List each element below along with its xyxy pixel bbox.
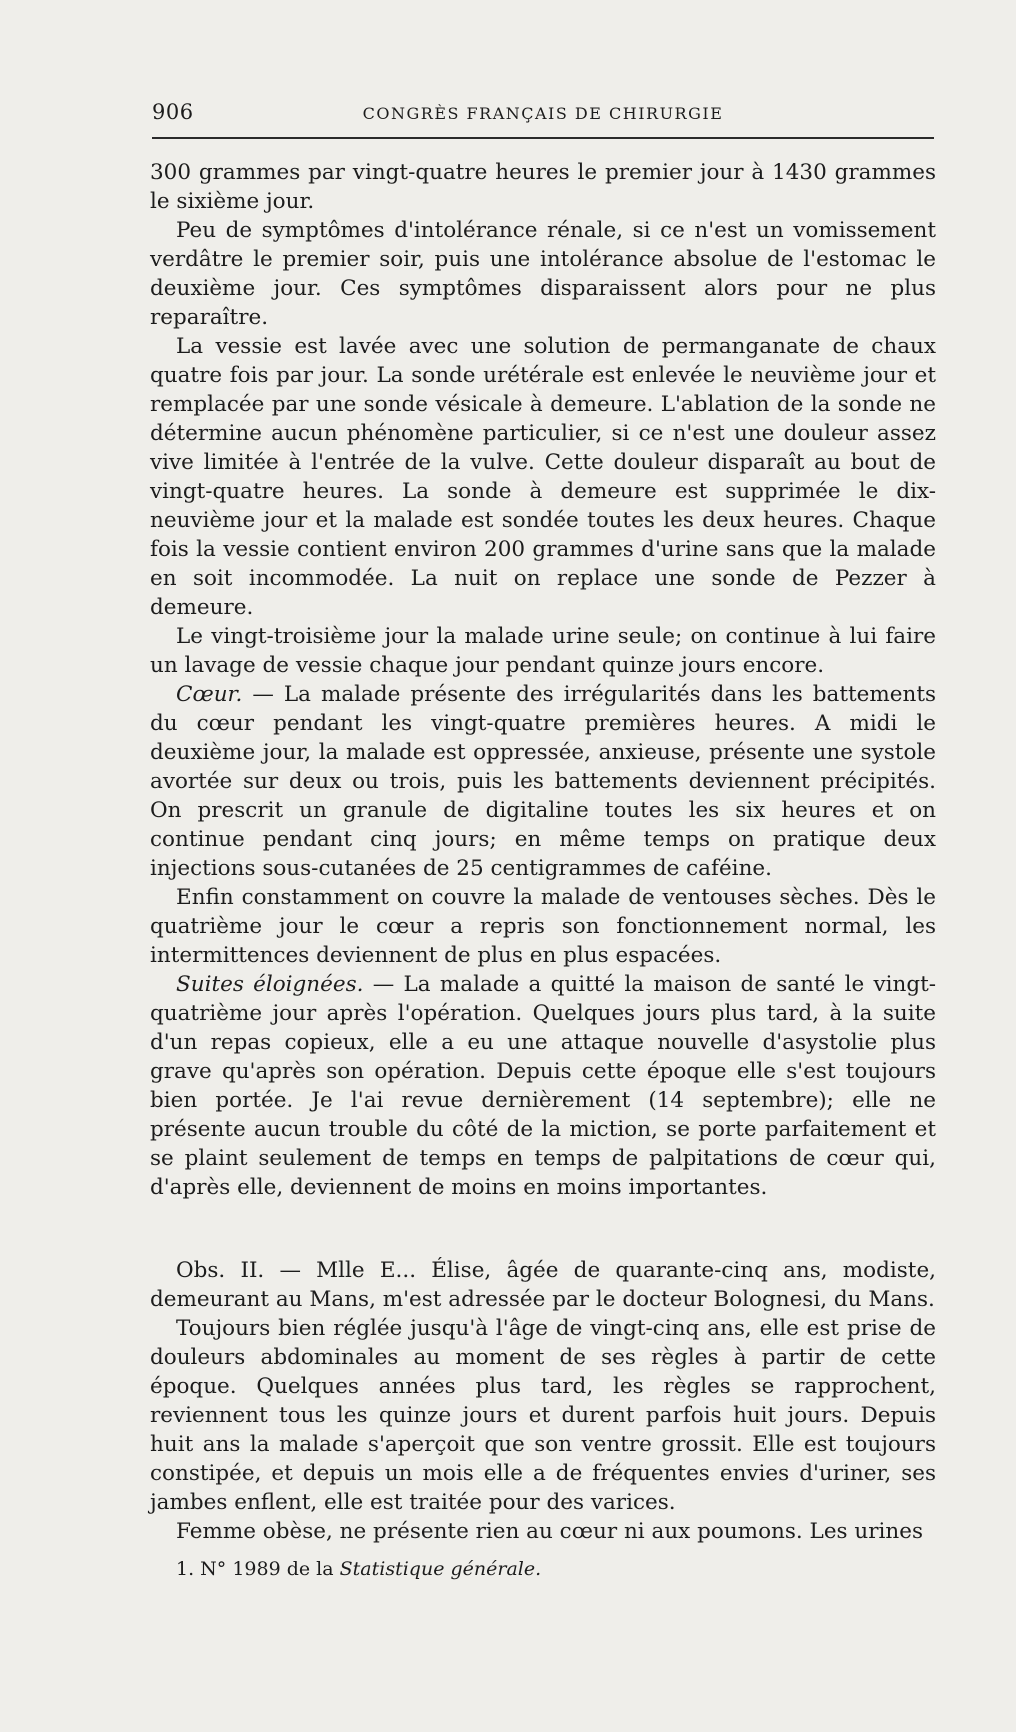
paragraph: La vessie est lavée avec une solution de permanganate de chaux quatre fois par jour. La sonde urétérale est enlevée le neuvième jour et remplacée par une sonde vésicale à demeure. L'ablation de la sonde ne détermine aucun phénomène particulier, si ce n'est une douleur assez vive limitée à l'entrée de la vulve. Cette douleur disparaît au bout de vingt-quatre heures. La sonde à demeure est supprimée le dix-neuvième jour et la malade est sondée toutes les deux heures. Chaque fois la vessie contient environ 200 grammes d'urine sans que la malade en soit incommodée. La nuit on replace une sonde de Pezzer à demeure.: [150, 334, 936, 620]
footnote: [176, 1556, 936, 1582]
observation-heading: Obs. II.: [176, 1258, 265, 1283]
page-number: 906: [152, 100, 194, 124]
observation-intro: [150, 1256, 936, 1314]
footnote-italic: Statistique générale.: [339, 1558, 542, 1580]
footnote-number: 1.: [176, 1558, 195, 1580]
paragraph: Femme obèse, ne présente rien au cœur ni aux poumons. Les urines: [176, 1519, 924, 1544]
section-gap: [150, 1202, 936, 1256]
footnote-text: N° 1989 de la: [194, 1558, 340, 1580]
body-text: [150, 158, 936, 1546]
paragraph: Peu de symptômes d'intolérance rénale, si ce n'est un vomissement verdâtre le premier soir, puis une intolérance absolue de l'estomac le deuxième jour. Ces symptômes disparaissent alors pour ne plus reparaître.: [150, 218, 936, 330]
running-title: CONGRÈS FRANÇAIS DE CHIRURGIE: [362, 104, 724, 123]
paragraph-text: — La malade a quitté la maison de santé le vingt-quatrième jour après l'opération. Quelques jours plus tard, à la suite d'un repas copieux, elle a eu une attaque nouvelle d'asystolie plus grave qu'après son opération. Depuis cette époque elle s'est toujours bien portée. Je l'ai revue dernièrement (14 septembre); elle ne présente aucun trouble du côté de la miction, se porte parfaitement et se plaint seulement de temps en temps de palpitations de cœur qui, d'après elle, deviennent de moins en moins importantes.: [150, 972, 936, 1200]
paragraph-text: — Mlle E... Élise, âgée de quarante-cinq ans, modiste, demeurant au Mans, m'est adressée par le docteur Bolognesi, du Mans.: [150, 1258, 936, 1312]
paragraph: Toujours bien réglée jusqu'à l'âge de vingt-cinq ans, elle est prise de douleurs abdominales au moment de ses règles à partir de cette époque. Quelques années plus tard, les règles se rapprochent, reviennent tous les quinze jours et durent parfois huit jours. Depuis huit ans la malade s'aperçoit que son ventre grossit. Elle est toujours constipée, et depuis un mois elle a de fréquentes envies d'uriner, ses jambes enflent, elle est traitée pour des varices.: [150, 1316, 936, 1515]
header-rule: [152, 137, 934, 139]
paragraph: 300 grammes par vingt-quatre heures le premier jour à 1430 grammes le sixième jour.: [150, 160, 936, 214]
paragraph-coeur: [150, 680, 936, 883]
section-label: Cœur.: [176, 682, 243, 707]
paragraph-suites: [150, 970, 936, 1202]
page-header: [152, 100, 934, 128]
paragraph: Enfin constamment on couvre la malade de ventouses sèches. Dès le quatrième jour le cœur a repris son fonctionnement normal, les intermittences deviennent de plus en plus espacées.: [150, 885, 936, 968]
section-label: Suites éloignées.: [176, 972, 364, 997]
paragraph: Le vingt-troisième jour la malade urine seule; on continue à lui faire un lavage de vessie chaque jour pendant quinze jours encore.: [150, 624, 936, 678]
paragraph-text: — La malade présente des irrégularités dans les battements du cœur pendant les vingt-quatre premières heures. A midi le deuxième jour, la malade est oppressée, anxieuse, présente une systole avortée sur deux ou trois, puis les battements deviennent précipités. On prescrit un granule de digitaline toutes les six heures et on continue pendant cinq jours; en même temps on pratique deux injections sous-cutanées de 25 centigrammes de caféine.: [150, 682, 936, 881]
